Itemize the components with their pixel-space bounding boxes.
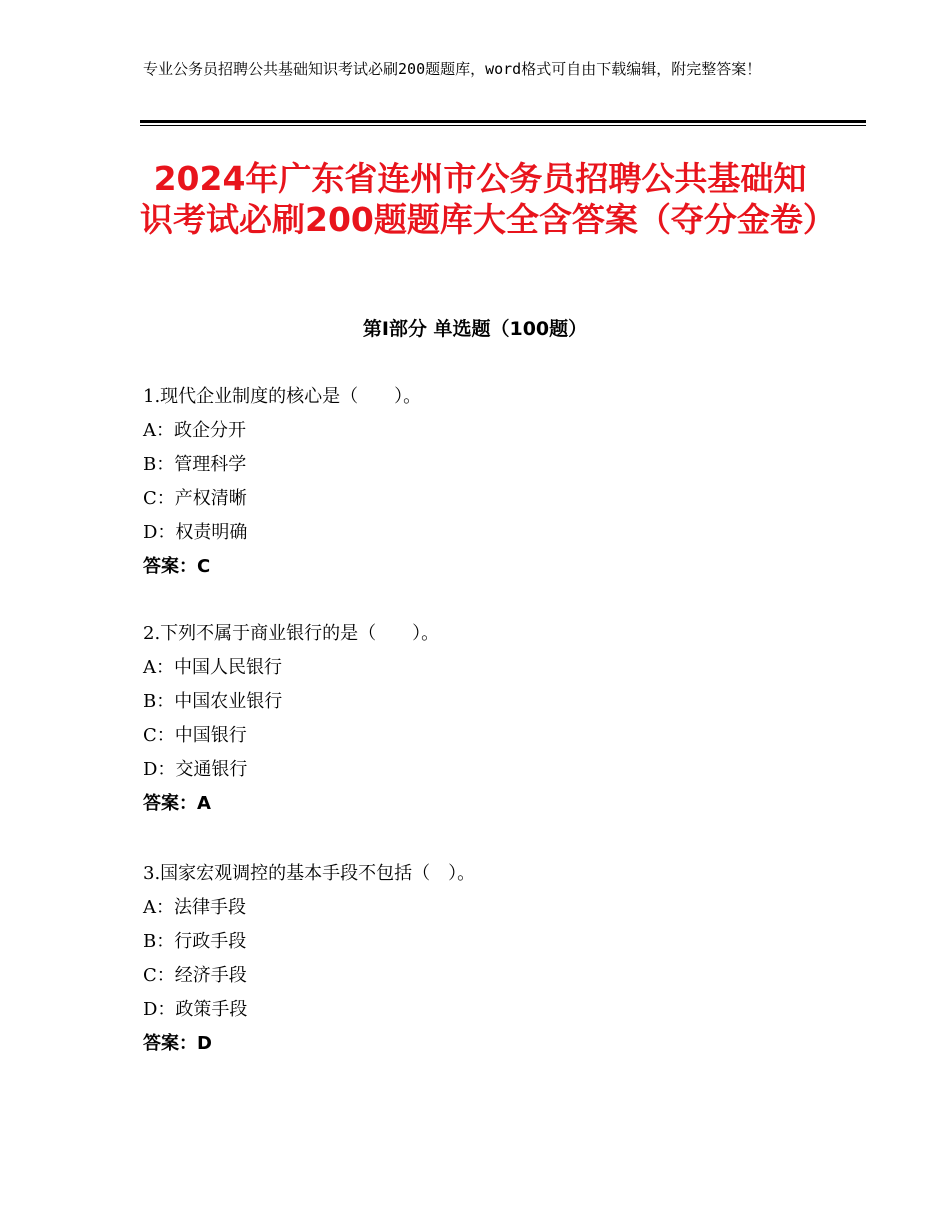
question-stem: 1.现代企业制度的核心是（ ）。 [143,386,422,407]
section-heading: 第Ⅰ部分 单选题（100题） [362,318,588,340]
header-note: 专业公务员招聘公共基础知识考试必刷200题题库，word格式可自由下载编辑，附完整答案！ [143,60,762,78]
answer-line: 答案：A [143,793,211,814]
option-b: B：行政手段 [143,931,247,952]
option-c: C：产权清晰 [143,488,247,509]
question-1 [143,380,843,584]
option-d: D：权责明确 [143,522,248,543]
question-stem: 2.下列不属于商业银行的是（ ）。 [143,623,440,644]
document-title: 2024年广东省连州市公务员招聘公共基础知识考试必刷200题题库大全含答案（夺分金卷） [140,159,836,239]
question-stem: 3.国家宏观调控的基本手段不包括（ ）。 [143,863,476,884]
option-c: C：经济手段 [143,965,247,986]
question-2 [143,617,843,821]
option-d: D：交通银行 [143,759,248,780]
option-d: D：政策手段 [143,999,248,1020]
question-3 [143,857,843,1061]
answer-line: 答案：C [143,556,211,577]
option-a: A：法律手段 [143,897,246,918]
option-c: C：中国银行 [143,725,247,746]
option-b: B：中国农业银行 [143,691,283,712]
option-b: B：管理科学 [143,454,247,475]
option-a: A：政企分开 [143,420,246,441]
header-rule-thick [140,120,866,123]
header-rule-thin [140,125,866,126]
option-a: A：中国人民银行 [143,657,282,678]
answer-line: 答案：D [143,1033,212,1054]
